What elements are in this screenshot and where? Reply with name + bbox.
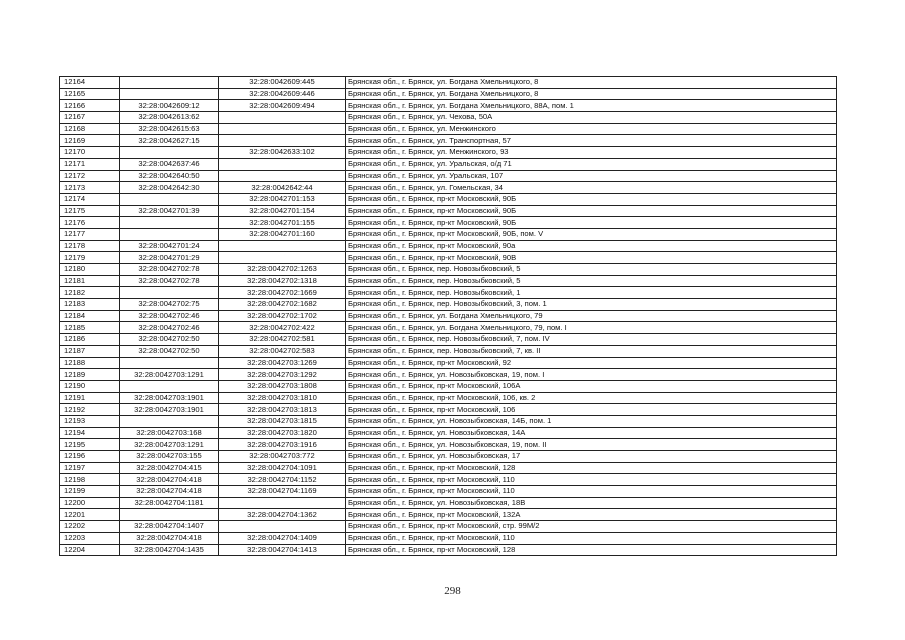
land-parcel-number-cell: 32:28:0042702:46 xyxy=(120,322,219,334)
table-row xyxy=(60,486,837,498)
row-number-cell: 12183 xyxy=(60,299,120,311)
address-cell: Брянская обл., г. Брянск, пр-кт Московский, 106, кв. 2 xyxy=(346,392,837,404)
address-cell: Брянская обл., г. Брянск, ул. Богдана Хмельницкого, 88А, пом. 1 xyxy=(346,100,837,112)
address-cell: Брянская обл., г. Брянск, ул. Менжинского, 93 xyxy=(346,147,837,159)
object-number-cell: 32:28:0042702:583 xyxy=(219,345,346,357)
land-parcel-number-cell: 32:28:0042704:418 xyxy=(120,486,219,498)
row-number-cell: 12202 xyxy=(60,521,120,533)
table-row xyxy=(60,100,837,112)
address-cell: Брянская обл., г. Брянск, пр-кт Московский, 110 xyxy=(346,532,837,544)
table-row xyxy=(60,264,837,276)
row-number-cell: 12200 xyxy=(60,497,120,509)
address-cell: Брянская обл., г. Брянск, ул. Новозыбковская, 19, пом. II xyxy=(346,439,837,451)
object-number-cell xyxy=(219,252,346,264)
address-cell: Брянская обл., г. Брянск, ул. Богдана Хмельницкого, 79 xyxy=(346,310,837,322)
row-number-cell: 12172 xyxy=(60,170,120,182)
row-number-cell: 12178 xyxy=(60,240,120,252)
row-number-cell: 12171 xyxy=(60,158,120,170)
table-row xyxy=(60,369,837,381)
address-cell: Брянская обл., г. Брянск, ул. Чехова, 50А xyxy=(346,112,837,124)
table-row xyxy=(60,404,837,416)
land-parcel-number-cell: 32:28:0042702:50 xyxy=(120,334,219,346)
object-number-cell: 32:28:0042704:1152 xyxy=(219,474,346,486)
object-number-cell: 32:28:0042702:1669 xyxy=(219,287,346,299)
land-parcel-number-cell: 32:28:0042702:78 xyxy=(120,264,219,276)
table-row xyxy=(60,240,837,252)
row-number-cell: 12187 xyxy=(60,345,120,357)
row-number-cell: 12177 xyxy=(60,228,120,240)
address-cell: Брянская обл., г. Брянск, пр-кт Московский, 90а xyxy=(346,240,837,252)
address-cell: Брянская обл., г. Брянск, пр-кт Московский, 106 xyxy=(346,404,837,416)
address-cell: Брянская обл., г. Брянск, пр-кт Московский, 90Б xyxy=(346,217,837,229)
land-parcel-number-cell: 32:28:0042702:46 xyxy=(120,310,219,322)
land-parcel-number-cell: 32:28:0042702:50 xyxy=(120,345,219,357)
row-number-cell: 12168 xyxy=(60,123,120,135)
land-parcel-number-cell: 32:28:0042703:168 xyxy=(120,427,219,439)
row-number-cell: 12199 xyxy=(60,486,120,498)
object-number-cell: 32:28:0042704:1091 xyxy=(219,462,346,474)
address-cell: Брянская обл., г. Брянск, пр-кт Московский, 110 xyxy=(346,486,837,498)
table-row xyxy=(60,193,837,205)
table-row xyxy=(60,334,837,346)
table-row xyxy=(60,147,837,159)
object-number-cell: 32:28:0042702:1682 xyxy=(219,299,346,311)
page-number: 298 xyxy=(444,585,461,597)
object-number-cell: 32:28:0042702:1263 xyxy=(219,264,346,276)
row-number-cell: 12174 xyxy=(60,193,120,205)
land-parcel-number-cell: 32:28:0042701:39 xyxy=(120,205,219,217)
table-row xyxy=(60,451,837,463)
address-cell: Брянская обл., г. Брянск, пер. Новозыбковский, 7, кв. II xyxy=(346,345,837,357)
object-number-cell: 32:28:0042703:1813 xyxy=(219,404,346,416)
object-number-cell: 32:28:0042703:1815 xyxy=(219,415,346,427)
row-number-cell: 12189 xyxy=(60,369,120,381)
address-cell: Брянская обл., г. Брянск, пр-кт Московский, 90Б xyxy=(346,205,837,217)
row-number-cell: 12166 xyxy=(60,100,120,112)
row-number-cell: 12184 xyxy=(60,310,120,322)
row-number-cell: 12190 xyxy=(60,380,120,392)
table-row xyxy=(60,380,837,392)
address-cell: Брянская обл., г. Брянск, ул. Гомельская, 34 xyxy=(346,182,837,194)
land-parcel-number-cell xyxy=(120,147,219,159)
table-row xyxy=(60,182,837,194)
row-number-cell: 12198 xyxy=(60,474,120,486)
address-cell: Брянская обл., г. Брянск, ул. Новозыбковская, 14А xyxy=(346,427,837,439)
land-parcel-number-cell: 32:28:0042627:15 xyxy=(120,135,219,147)
land-parcel-number-cell: 32:28:0042703:1291 xyxy=(120,369,219,381)
address-cell: Брянская обл., г. Брянск, пр-кт Московский, 128 xyxy=(346,544,837,556)
table-row xyxy=(60,112,837,124)
address-cell: Брянская обл., г. Брянск, ул. Уральская, о/д 71 xyxy=(346,158,837,170)
object-number-cell: 32:28:0042701:154 xyxy=(219,205,346,217)
row-number-cell: 12191 xyxy=(60,392,120,404)
land-parcel-number-cell: 32:28:0042703:1901 xyxy=(120,404,219,416)
table-row xyxy=(60,217,837,229)
address-cell: Брянская обл., г. Брянск, ул. Новозыбковская, 14Б, пом. 1 xyxy=(346,415,837,427)
address-cell: Брянская обл., г. Брянск, ул. Богдана Хмельницкого, 8 xyxy=(346,77,837,89)
row-number-cell: 12201 xyxy=(60,509,120,521)
land-parcel-number-cell: 32:28:0042701:24 xyxy=(120,240,219,252)
land-parcel-number-cell xyxy=(120,287,219,299)
row-number-cell: 12179 xyxy=(60,252,120,264)
land-parcel-number-cell xyxy=(120,193,219,205)
land-parcel-number-cell: 32:28:0042637:46 xyxy=(120,158,219,170)
table-row xyxy=(60,357,837,369)
row-number-cell: 12186 xyxy=(60,334,120,346)
land-parcel-number-cell: 32:28:0042642:30 xyxy=(120,182,219,194)
object-number-cell: 32:28:0042703:1916 xyxy=(219,439,346,451)
object-number-cell: 32:28:0042704:1362 xyxy=(219,509,346,521)
land-parcel-number-cell xyxy=(120,217,219,229)
object-number-cell: 32:28:0042609:494 xyxy=(219,100,346,112)
row-number-cell: 12197 xyxy=(60,462,120,474)
address-cell: Брянская обл., г. Брянск, пр-кт Московский, 110 xyxy=(346,474,837,486)
table-row xyxy=(60,544,837,556)
row-number-cell: 12170 xyxy=(60,147,120,159)
row-number-cell: 12194 xyxy=(60,427,120,439)
row-number-cell: 12173 xyxy=(60,182,120,194)
land-parcel-number-cell: 32:28:0042703:1291 xyxy=(120,439,219,451)
table-row xyxy=(60,299,837,311)
address-cell: Брянская обл., г. Брянск, ул. Богдана Хмельницкого, 79, пом. I xyxy=(346,322,837,334)
address-cell: Брянская обл., г. Брянск, пер. Новозыбковский, 7, пом. IV xyxy=(346,334,837,346)
address-cell: Брянская обл., г. Брянск, пер. Новозыбковский, 5 xyxy=(346,275,837,287)
object-number-cell xyxy=(219,521,346,533)
table-row xyxy=(60,427,837,439)
row-number-cell: 12196 xyxy=(60,451,120,463)
object-number-cell xyxy=(219,240,346,252)
table-row xyxy=(60,158,837,170)
address-cell: Брянская обл., г. Брянск, пр-кт Московский, стр. 99М/2 xyxy=(346,521,837,533)
land-parcel-number-cell: 32:28:0042615:63 xyxy=(120,123,219,135)
table-row xyxy=(60,392,837,404)
address-cell: Брянская обл., г. Брянск, пр-кт Московский, 132А xyxy=(346,509,837,521)
land-parcel-number-cell xyxy=(120,357,219,369)
land-parcel-number-cell: 32:28:0042704:1407 xyxy=(120,521,219,533)
object-number-cell: 32:28:0042703:772 xyxy=(219,451,346,463)
address-cell: Брянская обл., г. Брянск, пр-кт Московский, 90Б, пом. V xyxy=(346,228,837,240)
row-number-cell: 12180 xyxy=(60,264,120,276)
address-cell: Брянская обл., г. Брянск, пр-кт Московский, 106А xyxy=(346,380,837,392)
table-row xyxy=(60,322,837,334)
row-number-cell: 12185 xyxy=(60,322,120,334)
address-cell: Брянская обл., г. Брянск, ул. Богдана Хмельницкого, 8 xyxy=(346,88,837,100)
object-number-cell xyxy=(219,135,346,147)
table-row xyxy=(60,310,837,322)
row-number-cell: 12181 xyxy=(60,275,120,287)
address-cell: Брянская обл., г. Брянск, пр-кт Московский, 90Б xyxy=(346,193,837,205)
address-cell: Брянская обл., г. Брянск, ул. Новозыбковская, 18В xyxy=(346,497,837,509)
cadastral-table xyxy=(59,76,837,556)
row-number-cell: 12203 xyxy=(60,532,120,544)
object-number-cell: 32:28:0042702:1318 xyxy=(219,275,346,287)
object-number-cell: 32:28:0042703:1269 xyxy=(219,357,346,369)
land-parcel-number-cell xyxy=(120,77,219,89)
table-row xyxy=(60,170,837,182)
address-cell: Брянская обл., г. Брянск, пер. Новозыбковский, 5 xyxy=(346,264,837,276)
land-parcel-number-cell xyxy=(120,509,219,521)
address-cell: Брянская обл., г. Брянск, ул. Уральская, 107 xyxy=(346,170,837,182)
table-row xyxy=(60,205,837,217)
table-row xyxy=(60,228,837,240)
table-row xyxy=(60,532,837,544)
table-row xyxy=(60,462,837,474)
row-number-cell: 12164 xyxy=(60,77,120,89)
land-parcel-number-cell: 32:28:0042704:418 xyxy=(120,474,219,486)
object-number-cell: 32:28:0042609:445 xyxy=(219,77,346,89)
land-parcel-number-cell: 32:28:0042702:78 xyxy=(120,275,219,287)
cadastral-table-body xyxy=(60,77,837,556)
row-number-cell: 12182 xyxy=(60,287,120,299)
object-number-cell xyxy=(219,497,346,509)
table-row xyxy=(60,439,837,451)
table-row xyxy=(60,521,837,533)
land-parcel-number-cell xyxy=(120,380,219,392)
table-row xyxy=(60,345,837,357)
row-number-cell: 12188 xyxy=(60,357,120,369)
table-row xyxy=(60,415,837,427)
table-row xyxy=(60,287,837,299)
land-parcel-number-cell xyxy=(120,88,219,100)
address-cell: Брянская обл., г. Брянск, пр-кт Московский, 90В xyxy=(346,252,837,264)
row-number-cell: 12175 xyxy=(60,205,120,217)
address-cell: Брянская обл., г. Брянск, ул. Новозыбковская, 17 xyxy=(346,451,837,463)
row-number-cell: 12192 xyxy=(60,404,120,416)
object-number-cell xyxy=(219,158,346,170)
address-cell: Брянская обл., г. Брянск, ул. Новозыбковская, 19, пом. I xyxy=(346,369,837,381)
land-parcel-number-cell xyxy=(120,415,219,427)
land-parcel-number-cell: 32:28:0042702:75 xyxy=(120,299,219,311)
object-number-cell: 32:28:0042704:1409 xyxy=(219,532,346,544)
land-parcel-number-cell: 32:28:0042704:1181 xyxy=(120,497,219,509)
table-row xyxy=(60,275,837,287)
table-row xyxy=(60,88,837,100)
object-number-cell: 32:28:0042702:422 xyxy=(219,322,346,334)
row-number-cell: 12204 xyxy=(60,544,120,556)
table-row xyxy=(60,497,837,509)
land-parcel-number-cell: 32:28:0042640:50 xyxy=(120,170,219,182)
address-cell: Брянская обл., г. Брянск, ул. Менжинского xyxy=(346,123,837,135)
table-row xyxy=(60,509,837,521)
address-cell: Брянская обл., г. Брянск, пер. Новозыбковский, 1 xyxy=(346,287,837,299)
table-row xyxy=(60,135,837,147)
address-cell: Брянская обл., г. Брянск, пер. Новозыбковский, 3, пом. 1 xyxy=(346,299,837,311)
land-parcel-number-cell: 32:28:0042704:415 xyxy=(120,462,219,474)
row-number-cell: 12195 xyxy=(60,439,120,451)
row-number-cell: 12165 xyxy=(60,88,120,100)
land-parcel-number-cell: 32:28:0042703:155 xyxy=(120,451,219,463)
object-number-cell: 32:28:0042633:102 xyxy=(219,147,346,159)
object-number-cell: 32:28:0042703:1808 xyxy=(219,380,346,392)
address-cell: Брянская обл., г. Брянск, ул. Транспортная, 57 xyxy=(346,135,837,147)
object-number-cell: 32:28:0042703:1292 xyxy=(219,369,346,381)
row-number-cell: 12193 xyxy=(60,415,120,427)
object-number-cell: 32:28:0042609:446 xyxy=(219,88,346,100)
row-number-cell: 12176 xyxy=(60,217,120,229)
table-row xyxy=(60,474,837,486)
object-number-cell: 32:28:0042701:155 xyxy=(219,217,346,229)
object-number-cell: 32:28:0042702:1702 xyxy=(219,310,346,322)
object-number-cell: 32:28:0042642:44 xyxy=(219,182,346,194)
land-parcel-number-cell: 32:28:0042609:12 xyxy=(120,100,219,112)
object-number-cell xyxy=(219,112,346,124)
object-number-cell xyxy=(219,170,346,182)
row-number-cell: 12167 xyxy=(60,112,120,124)
table-row xyxy=(60,77,837,89)
address-cell: Брянская обл., г. Брянск, пр-кт Московский, 92 xyxy=(346,357,837,369)
land-parcel-number-cell: 32:28:0042701:29 xyxy=(120,252,219,264)
object-number-cell: 32:28:0042704:1169 xyxy=(219,486,346,498)
object-number-cell: 32:28:0042702:581 xyxy=(219,334,346,346)
row-number-cell: 12169 xyxy=(60,135,120,147)
object-number-cell: 32:28:0042701:153 xyxy=(219,193,346,205)
land-parcel-number-cell: 32:28:0042703:1901 xyxy=(120,392,219,404)
object-number-cell: 32:28:0042701:160 xyxy=(219,228,346,240)
address-cell: Брянская обл., г. Брянск, пр-кт Московский, 128 xyxy=(346,462,837,474)
table-row xyxy=(60,123,837,135)
land-parcel-number-cell: 32:28:0042704:418 xyxy=(120,532,219,544)
table-row xyxy=(60,252,837,264)
object-number-cell: 32:28:0042704:1413 xyxy=(219,544,346,556)
object-number-cell: 32:28:0042703:1820 xyxy=(219,427,346,439)
object-number-cell: 32:28:0042703:1810 xyxy=(219,392,346,404)
object-number-cell xyxy=(219,123,346,135)
land-parcel-number-cell: 32:28:0042613:62 xyxy=(120,112,219,124)
land-parcel-number-cell xyxy=(120,228,219,240)
land-parcel-number-cell: 32:28:0042704:1435 xyxy=(120,544,219,556)
